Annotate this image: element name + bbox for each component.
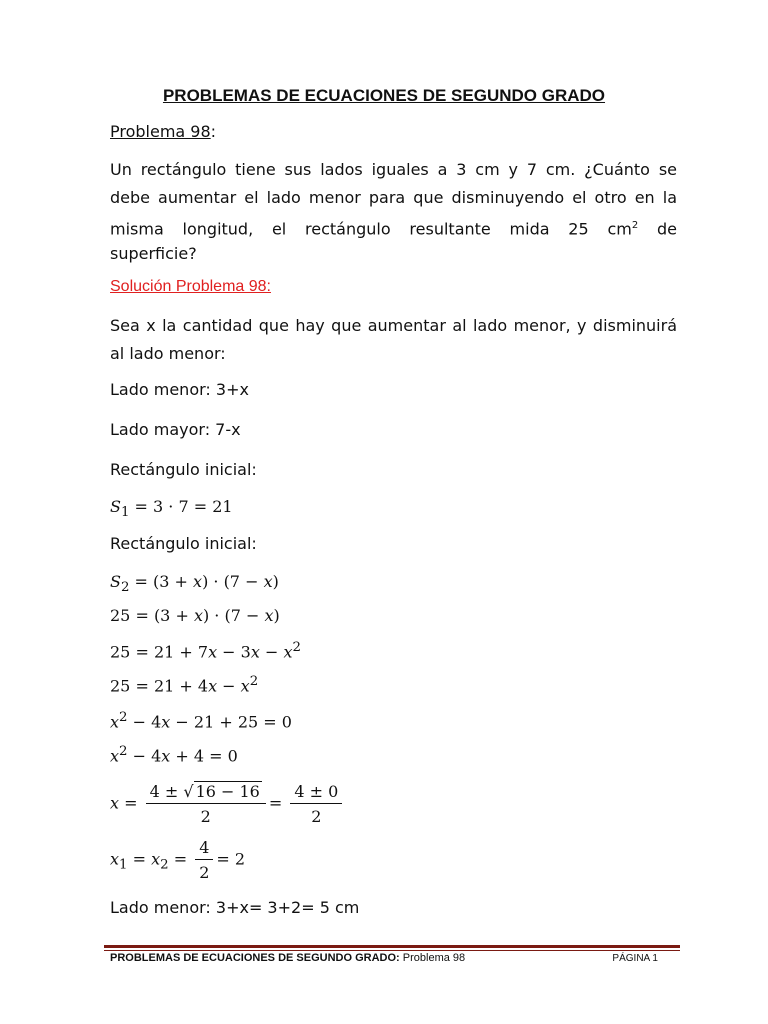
problem-statement-line-4: superficie? xyxy=(110,244,197,263)
problem-label: Problema 98 xyxy=(110,122,211,141)
footer-left xyxy=(110,952,465,964)
solution-intro-line-1: Sea x la cantidad que hay que aumentar al lado menor, y disminuirá xyxy=(110,316,677,335)
problem-statement-line-3 xyxy=(110,212,677,243)
equation-quadratic-formula: x = $\frac{4 \pm √ 16 - 16}{2}$ = $\frac{4 \pm 0}{2}$ xyxy=(110,782,345,826)
statement-line-3-tail: de xyxy=(638,219,677,239)
rect2-label: Rectángulo inicial: xyxy=(110,534,257,553)
equation-roots: $x_1 = x_2$ = $\frac{4}{2}$ = 2 xyxy=(110,838,246,882)
statement-superscript: 2 xyxy=(631,220,639,231)
lado-menor-line: Lado menor: 3+x xyxy=(110,380,249,399)
equation-3: $25 = 21 + 7x - 3x - x^2$ xyxy=(110,640,301,662)
footer-rule-thick xyxy=(104,945,680,948)
rect1-label: Rectángulo inicial: xyxy=(110,460,257,479)
solution-heading: Solución Problema 98: xyxy=(110,278,271,295)
problem-statement-line-1: Un rectángulo tiene sus lados iguales a 3 cm y 7 cm. ¿Cuánto se xyxy=(110,160,677,179)
footer-rule-thin xyxy=(104,950,680,951)
problem-statement-line-2: debe aumentar el lado menor para que disminuyendo el otro en la xyxy=(110,188,677,207)
problem-label-suffix: : xyxy=(210,122,217,141)
solution-intro-line-2: al lado menor: xyxy=(110,344,226,363)
equation-5: $x^2 - 4x - 21 + 25 = 0$ xyxy=(110,710,292,732)
equation-6: $x^2 - 4x + 4 = 0$ xyxy=(110,744,238,766)
page-title: PROBLEMAS DE ECUACIONES DE SEGUNDO GRADO xyxy=(162,86,606,105)
footer-title: PROBLEMAS DE ECUACIONES DE SEGUNDO GRADO: xyxy=(110,952,400,964)
footer-page: PÁGINA 1 xyxy=(612,953,658,964)
equation-s1: $S_1 = 3 \cdot 7 = 21$ xyxy=(110,497,233,521)
equation-s2: $S_2 = (3 + x) \cdot (7 - x)$ xyxy=(110,572,279,596)
equation-4: $25 = 21 + 4x - x^2$ xyxy=(110,674,259,696)
statement-line-3-text: misma longitud, el rectángulo resultante mida 25 cm xyxy=(110,219,632,239)
footer-problem: Problema 98 xyxy=(402,952,466,964)
lado-mayor-line: Lado mayor: 7-x xyxy=(110,420,241,439)
equation-2: 25 = (3 + x) · (7 − x) xyxy=(110,606,280,625)
result-line: Lado menor: 3+x= 3+2= 5 cm xyxy=(110,898,360,917)
problem-label-line xyxy=(110,122,216,141)
